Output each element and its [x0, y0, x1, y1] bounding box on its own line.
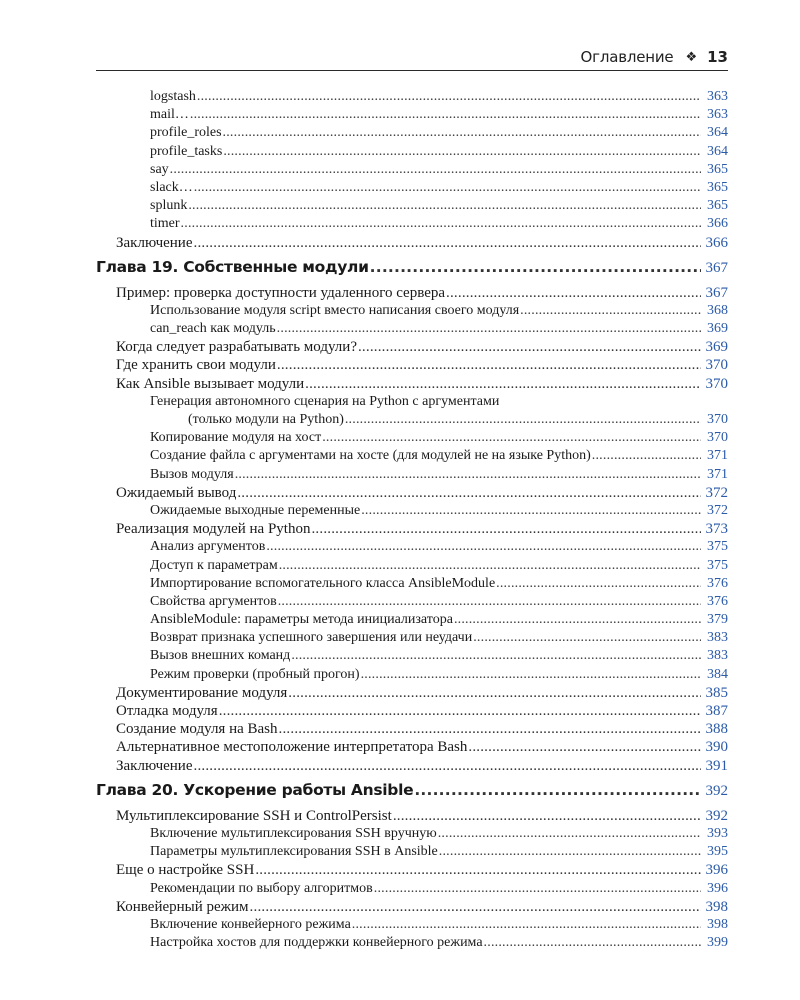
leader-dots: [496, 575, 701, 593]
toc-page-link[interactable]: 371: [707, 448, 728, 464]
leader-dots: [194, 179, 701, 197]
toc-entry-title: Заключение: [116, 757, 193, 774]
leader-dots: [277, 356, 701, 374]
toc-subsection[interactable]: [96, 197, 728, 215]
toc-page-link[interactable]: 365: [707, 161, 728, 177]
toc-subsection[interactable]: [96, 611, 728, 629]
leader-dots: [223, 124, 701, 142]
toc-entry-title: Альтернативное местоположение интерпретатора Bash: [116, 739, 468, 756]
toc-subsection[interactable]: [96, 161, 728, 179]
toc-page-link[interactable]: 363: [707, 89, 728, 104]
leader-dots: [223, 143, 701, 161]
toc-subsection[interactable]: [96, 320, 728, 338]
leader-dots: [181, 215, 701, 233]
toc-page-link[interactable]: 392: [705, 807, 728, 824]
toc-page-link[interactable]: 366: [705, 234, 728, 251]
toc-subsection[interactable]: [96, 843, 728, 861]
toc-page-link[interactable]: 383: [707, 648, 728, 664]
leader-dots: [305, 375, 701, 393]
leader-dots: [235, 466, 701, 484]
toc-subsection[interactable]: [96, 825, 728, 843]
toc-subsection[interactable]: [96, 575, 728, 593]
toc-subsection[interactable]: [96, 429, 728, 447]
toc-entry-title: say: [150, 161, 169, 177]
toc-page-link[interactable]: 392: [705, 782, 728, 799]
toc-page-link[interactable]: 376: [707, 575, 728, 591]
toc-entry-title: Свойства аргументов: [150, 593, 277, 609]
leader-dots: [358, 338, 701, 356]
toc-entry-title: Документирование модуля: [116, 684, 288, 701]
toc-chapter[interactable]: [96, 258, 728, 284]
toc-subsection[interactable]: [96, 502, 728, 520]
toc-page-link[interactable]: 369: [705, 339, 728, 356]
toc-entry-title: Конвейерный режим: [116, 898, 249, 915]
toc-subsection[interactable]: [96, 215, 728, 233]
toc-page-link[interactable]: 379: [707, 612, 728, 628]
toc-entry-title: timer: [150, 216, 180, 232]
toc-entry-title: Вызов модуля: [150, 466, 234, 482]
toc-entry-title: Ожидаемый вывод: [116, 484, 237, 501]
header-text: [581, 48, 728, 66]
toc-subsection[interactable]: [96, 106, 728, 124]
toc-entry-title: profile_tasks: [150, 143, 223, 159]
toc-page-link[interactable]: 369: [707, 321, 728, 337]
toc-subsection[interactable]: [96, 557, 728, 575]
toc-page-link[interactable]: 375: [707, 557, 728, 573]
toc-page-link[interactable]: 371: [707, 466, 728, 482]
toc-entry-title: Включение мультиплексирования SSH вручную: [150, 825, 437, 841]
header-page-number: 13: [707, 48, 728, 66]
toc-page-link[interactable]: 373: [705, 521, 728, 538]
toc-section[interactable]: [96, 898, 728, 916]
toc-page-link[interactable]: 398: [707, 916, 728, 932]
toc-subsection[interactable]: [96, 88, 728, 106]
toc-subsection[interactable]: [96, 124, 728, 142]
toc-subsection[interactable]: [96, 393, 728, 411]
toc-page-link[interactable]: 364: [707, 125, 728, 141]
toc-entry-title: Создание модуля на Bash: [116, 721, 278, 738]
toc-entry-title: Рекомендации по выбору алгоритмов: [150, 880, 373, 896]
toc-section[interactable]: [96, 284, 728, 302]
toc-section[interactable]: [96, 807, 728, 825]
leader-dots: [266, 538, 701, 556]
leader-dots: [438, 825, 701, 843]
toc-subsection[interactable]: [96, 593, 728, 611]
toc-entry-title: Когда следует разрабатывать модули?: [116, 339, 357, 356]
toc-subsection[interactable]: [96, 143, 728, 161]
leader-dots: [311, 520, 701, 538]
leader-dots: [194, 234, 702, 252]
toc-section[interactable]: [96, 684, 728, 702]
leader-dots: [484, 934, 701, 952]
leader-dots: [592, 447, 701, 465]
toc-section[interactable]: [96, 702, 728, 720]
toc-entry-title: splunk: [150, 198, 188, 214]
leader-dots: [197, 88, 701, 106]
toc-page-link[interactable]: 370: [707, 430, 728, 446]
toc-entry-title: Еще о настройке SSH: [116, 862, 255, 879]
toc-entry-title: Пример: проверка доступности удаленного сервера: [116, 284, 446, 301]
toc-subsection-continuation[interactable]: [96, 411, 728, 429]
toc-entry-title: Заключение: [116, 234, 193, 251]
toc-entry-title: can_reach как модуль: [150, 321, 276, 337]
toc-page-link[interactable]: 370: [707, 412, 728, 427]
leader-dots: [170, 161, 701, 179]
toc-entry-title: Вызов внешних команд: [150, 648, 291, 664]
toc-section[interactable]: [96, 738, 728, 756]
toc-entry-title: Мультиплексирование SSH и ControlPersist: [116, 807, 392, 824]
toc-page-link[interactable]: 398: [705, 898, 728, 915]
toc-page-link[interactable]: 368: [707, 302, 728, 318]
leader-dots: [279, 720, 701, 738]
leader-dots: [370, 258, 701, 276]
toc-page-link[interactable]: 396: [705, 862, 728, 879]
leader-dots: [291, 647, 701, 665]
leader-dots: [439, 843, 701, 861]
toc-entry-title: profile_roles: [150, 125, 222, 141]
toc-subsection[interactable]: [96, 916, 728, 934]
toc-section[interactable]: [96, 861, 728, 879]
toc-entry-title: Глава 20. Ускорение работы Ansible: [96, 780, 414, 799]
toc-subsection[interactable]: [96, 179, 728, 197]
toc-entry-title: Импортирование вспомогательного класса AnsibleModule: [150, 575, 496, 591]
running-header: [96, 44, 728, 71]
toc-entry-title: Режим проверки (пробный прогон): [150, 666, 360, 682]
toc-subsection[interactable]: [96, 647, 728, 665]
toc-page-link[interactable]: 387: [705, 703, 728, 719]
leader-dots: [345, 411, 701, 429]
toc-entry-title: Отладка модуля: [116, 703, 218, 719]
toc-page-link[interactable]: 370: [705, 375, 728, 392]
toc-section[interactable]: [96, 375, 728, 393]
toc-page-link[interactable]: 375: [707, 539, 728, 555]
toc-subsection[interactable]: [96, 666, 728, 684]
leader-dots: [473, 629, 701, 647]
toc-entry-title: Как Ansible вызывает модули: [116, 375, 305, 392]
toc-page-link[interactable]: 396: [707, 880, 728, 896]
toc-entry-title: slack…: [150, 179, 193, 195]
toc-entry-title: Параметры мультиплексирования SSH в Ansible: [150, 844, 438, 860]
toc-section[interactable]: [96, 484, 728, 502]
toc-entry-title: Доступ к параметрам: [150, 557, 278, 573]
toc-page-link[interactable]: 363: [707, 107, 728, 123]
toc-subsection[interactable]: [96, 880, 728, 898]
header-section-title: Оглавление: [580, 48, 674, 66]
leader-dots: [255, 861, 701, 879]
toc-entry-title: Где хранить свои модули: [116, 357, 276, 374]
toc-entry-title: Настройка хостов для поддержки конвейерного режима: [150, 935, 483, 951]
toc-page-link[interactable]: 393: [707, 825, 728, 841]
leader-dots: [468, 738, 701, 756]
toc-page-link[interactable]: 364: [707, 143, 728, 159]
toc-chapter[interactable]: [96, 781, 728, 807]
toc-page-link[interactable]: 365: [707, 179, 728, 195]
toc-page-link[interactable]: 370: [705, 357, 728, 374]
leader-dots: [277, 320, 701, 338]
leader-dots: [520, 302, 701, 320]
toc-entry-title: (только модули на Python): [188, 412, 344, 427]
toc-entry-title: mail…: [150, 107, 189, 123]
toc-section[interactable]: [96, 757, 728, 775]
toc-page-link[interactable]: 372: [707, 502, 728, 518]
toc-entry-title: Глава 19. Собственные модули: [96, 257, 369, 276]
toc-entry-title: Ожидаемые выходные переменные: [150, 502, 361, 518]
toc-page-link[interactable]: 372: [705, 484, 728, 501]
leader-dots: [278, 593, 701, 611]
leader-dots: [190, 106, 701, 124]
toc-entry-title: Использование модуля script вместо написания своего модуля: [150, 302, 520, 318]
toc-subsection[interactable]: [96, 302, 728, 320]
leader-dots: [250, 898, 701, 916]
toc-entry-title: Генерация автономного сценария на Python с аргументами: [150, 393, 500, 409]
leader-dots: [454, 611, 701, 629]
leader-dots: [414, 781, 701, 799]
toc-page-link[interactable]: 367: [705, 259, 728, 276]
toc-page-link[interactable]: 385: [705, 684, 728, 701]
toc-page-link[interactable]: 366: [707, 216, 728, 232]
toc-section[interactable]: [96, 720, 728, 738]
toc-entry-title: Включение конвейерного режима: [150, 916, 351, 932]
toc-subsection[interactable]: [96, 538, 728, 556]
toc-section[interactable]: [96, 338, 728, 356]
toc-page-link[interactable]: 383: [707, 630, 728, 646]
toc-page-link[interactable]: 367: [705, 284, 728, 301]
leader-dots: [446, 284, 701, 302]
leader-dots: [374, 880, 701, 898]
toc-section[interactable]: [96, 234, 728, 252]
toc-subsection[interactable]: [96, 466, 728, 484]
toc-subsection[interactable]: [96, 447, 728, 465]
toc-page-link[interactable]: 384: [707, 666, 728, 682]
table-of-contents: [96, 88, 728, 952]
toc-entry-title: Реализация модулей на Python: [116, 521, 311, 538]
leader-dots: [352, 916, 701, 934]
toc-entry-title: AnsibleModule: параметры метода инициализатора: [150, 612, 453, 628]
leader-dots: [237, 484, 701, 502]
toc-section[interactable]: [96, 520, 728, 538]
toc-page-link[interactable]: 390: [705, 739, 728, 756]
toc-page-link[interactable]: 391: [705, 757, 728, 774]
leader-dots: [279, 557, 701, 575]
toc-entry-title: Создание файла с аргументами на хосте (для модулей не на языке Python): [150, 448, 591, 464]
toc-page-link[interactable]: 376: [707, 593, 728, 609]
leader-dots: [288, 684, 701, 702]
toc-entry-title: logstash: [150, 89, 196, 104]
leader-dots: [194, 757, 702, 775]
toc-page-link[interactable]: 399: [707, 935, 728, 951]
leader-dots: [361, 666, 701, 684]
leader-dots: [393, 807, 701, 825]
leader-dots: [361, 502, 701, 520]
toc-subsection[interactable]: [96, 629, 728, 647]
toc-section[interactable]: [96, 356, 728, 374]
toc-entry-title: Копирование модуля на хост: [150, 430, 322, 446]
toc-entry-title: Анализ аргументов: [150, 539, 266, 555]
diamond-ornament-icon: ❖: [685, 49, 698, 65]
leader-dots: [322, 429, 701, 447]
toc-page-link[interactable]: 395: [707, 844, 728, 860]
toc-subsection[interactable]: [96, 934, 728, 952]
toc-page-link[interactable]: 365: [707, 198, 728, 214]
toc-page-link[interactable]: 388: [705, 721, 728, 738]
toc-entry-title: Возврат признака успешного завершения или неудачи: [150, 630, 473, 646]
leader-dots: [188, 197, 701, 215]
leader-dots: [219, 702, 701, 720]
